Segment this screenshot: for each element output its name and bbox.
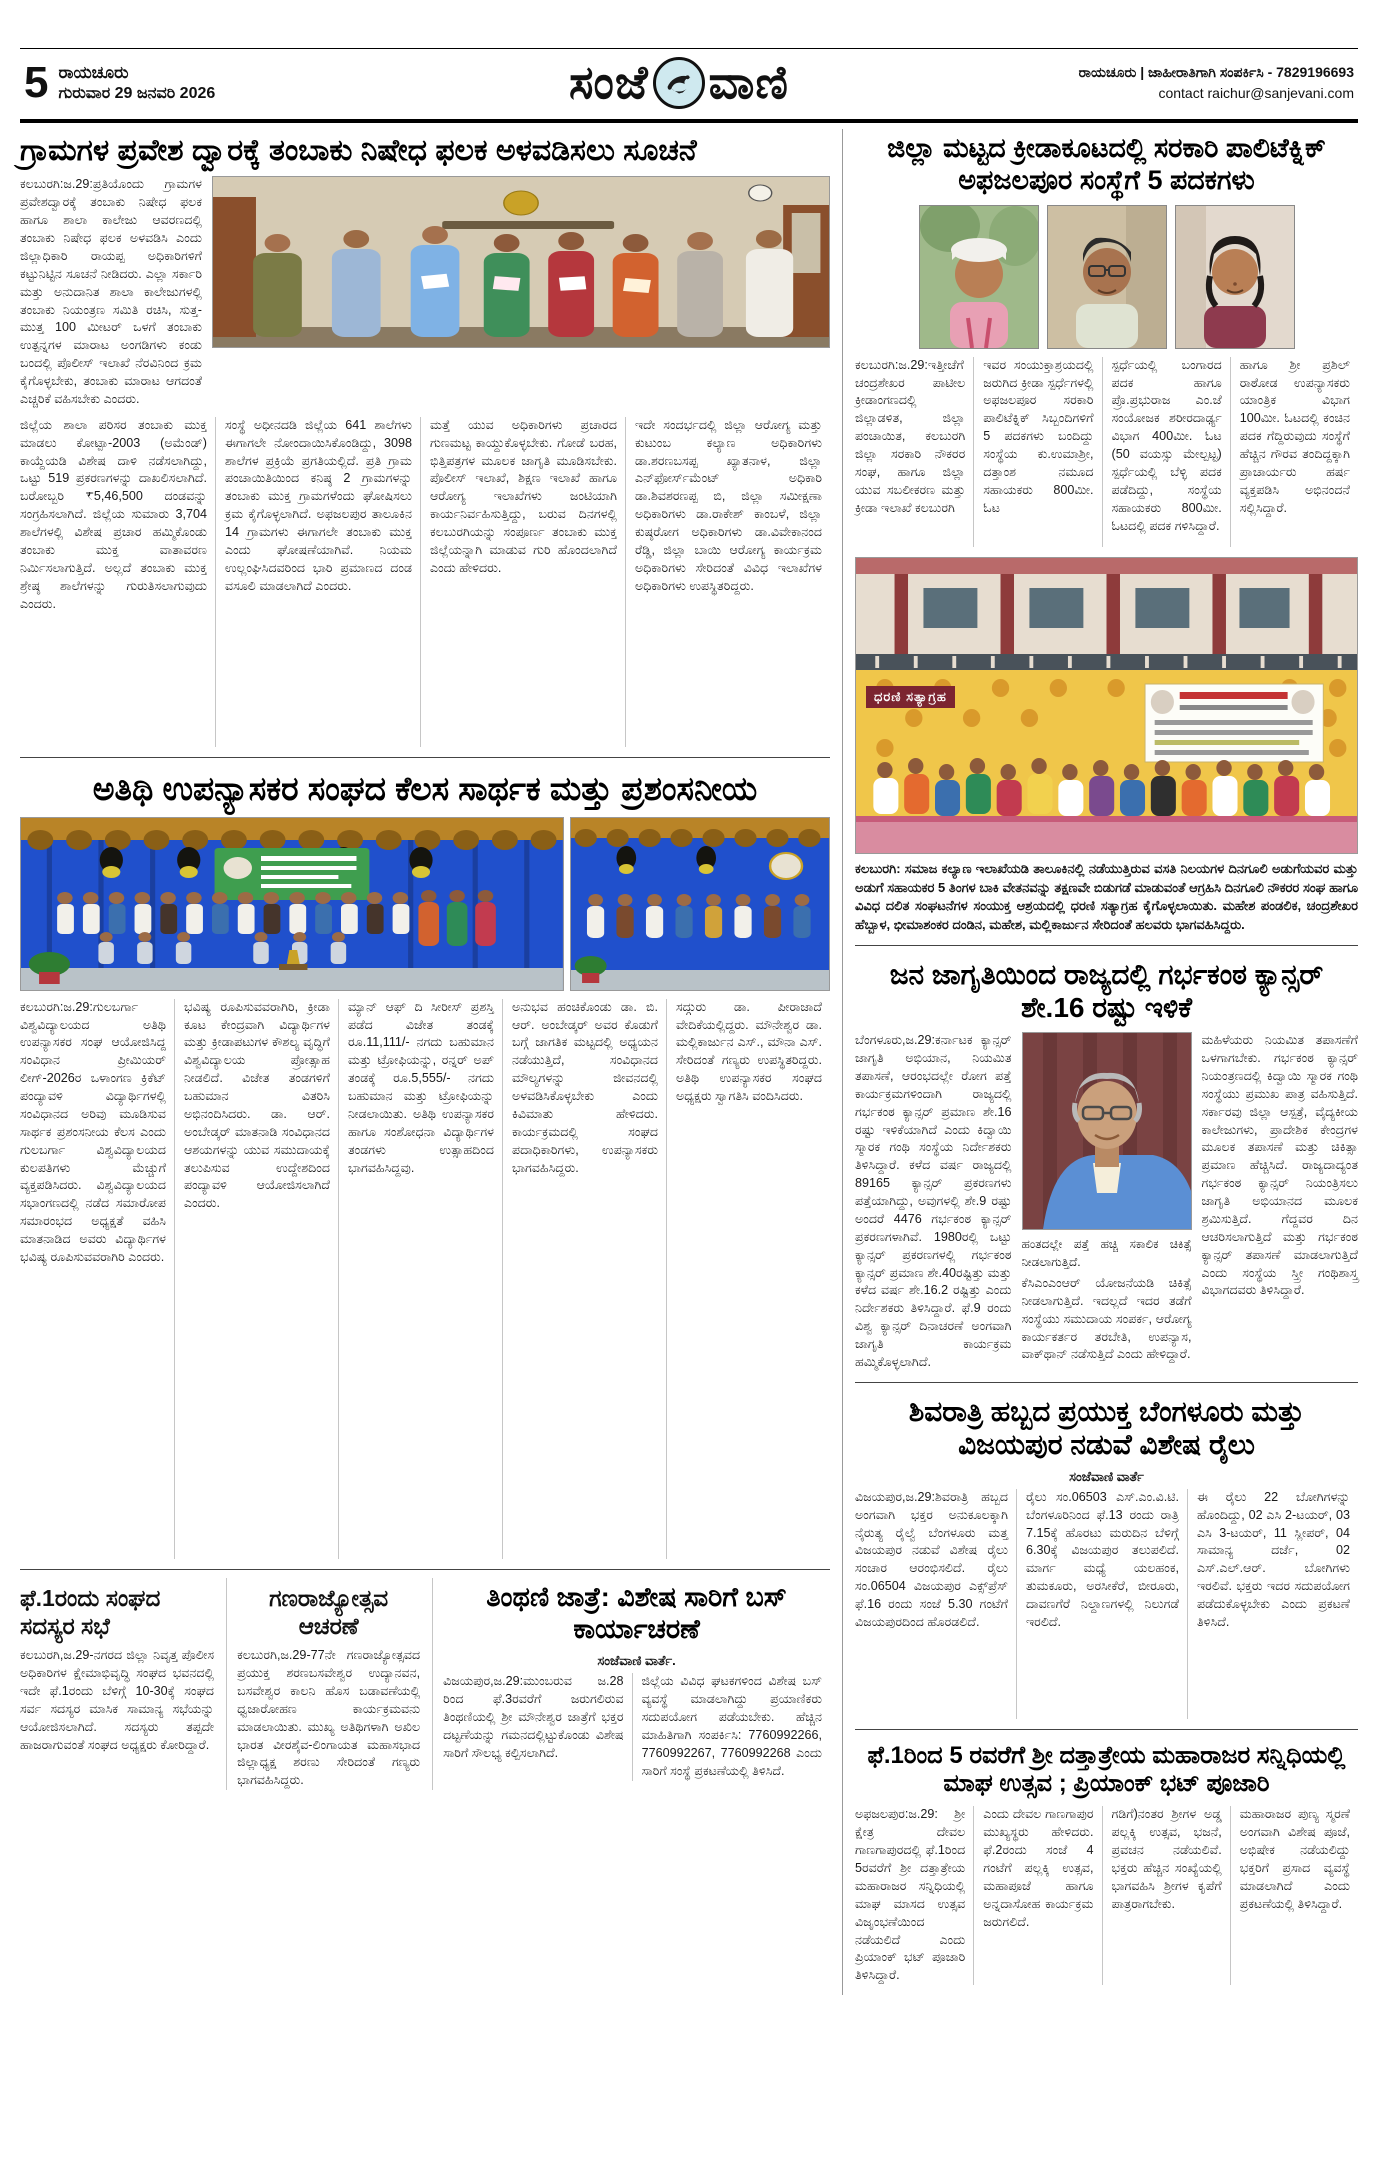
body-column: ಜಿಲ್ಲೆಯ ವಿವಿಧ ಘಟಕಗಳಿಂದ ವಿಶೇಷ ಬಸ್ ವ್ಯವಸ್ಥೆ ಮಾಡಲಾಗಿದ್ದು ಪ್ರಯಾಣಿಕರು ಸದುಪಯೋಗ ಪಡೆಯಬೇಕು. ಹೆಚ್ಚಿನ ಮಾಹಿತಿಗಾಗಿ ಸಂಪರ್ಕಿಸಿ: 7760992266, 7760992267, 7760992268 ಎಂದು ಸಾರಿಗೆ ಸಂಸ್ಥೆ ಪ್ರಕಟಣೆಯಲ್ಲಿ ತಿಳಿಸಿದೆ. bbox=[632, 1673, 830, 1780]
article-sports-medals bbox=[855, 133, 1358, 547]
director-portrait-photo bbox=[1022, 1032, 1192, 1230]
winner-portrait-woman bbox=[1175, 205, 1295, 349]
article-headline: ಜನ ಜಾಗೃತಿಯಿಂದ ರಾಜ್ಯದಲ್ಲಿ ಗರ್ಭಕಂಠ ಕ್ಯಾನ್ಸರ್ ಶೇ.16 ರಷ್ಟು ಇಳಿಕೆ bbox=[889, 959, 1324, 1024]
dharna-protest-photo bbox=[855, 557, 1358, 854]
stage-photo-svg bbox=[21, 818, 563, 990]
body-column: ಸ್ಪರ್ಧೆಯಲ್ಲಿ ಬಂಗಾರದ ಪದಕ ಹಾಗೂ ಪ್ರೊ.ಪ್ರಭುರಾಜ ಎಂ.ಜೆ ಸಂಯೋಜಕ ಶರೀರದಾರ್ಢ್ಯ ವಿಭಾಗ 400ಮೀ. ಓಟ (50 ವಯಸ್ಸು ಮೇಲ್ಪಟ್ಟ) ಸ್ಪರ್ಧೆಯಲ್ಲಿ ಬೆಳ್ಳಿ ಪದಕ ಪಡೆದಿದ್ದು, ಸಂಸ್ಥೆಯ ಸಹಾಯಕರು 800ಮೀ. ಓಟದಲ್ಲಿ ಪದಕ ಗಳಿಸಿದ್ದಾರೆ. bbox=[1102, 357, 1230, 547]
masthead-left-text: ಸಂಜೆ bbox=[569, 56, 649, 108]
body-column: ಭವಿಷ್ಯ ರೂಪಿಸುವವರಾಗಿರಿ, ಕ್ರೀಡಾ ಕೂಟ ಕೇಂದ್ರವಾಗಿ ವಿದ್ಯಾರ್ಥಿಗಳ ಮತ್ತು ಕ್ರೀಡಾಪಟುಗಳ ಕೌಶಲ್ಯ ವೃದ್ಧಿಗೆ ವಿಶ್ವವಿದ್ಯಾಲಯ ಪ್ರೋತ್ಸಾಹ ನೀಡಲಿದೆ. ವಿಜೇತ ತಂಡಗಳಿಗೆ ಬಹುಮಾನ ವಿತರಿಸಿ ಅಭಿನಂದಿಸಿದರು. ಡಾ. ಆರ್. ಅಂಬೇಡ್ಕರ್ ಮಾತನಾಡಿ ಸಂವಿಧಾನದ ಆಶಯಗಳನ್ನು ಯುವ ಸಮುದಾಯಕ್ಕೆ ತಲುಪಿಸುವ ಉದ್ದೇಶದಿಂದ ಪಂದ್ಯಾವಳಿ ಆಯೋಜಿಸಲಾಗಿದೆ ಎಂದರು. bbox=[174, 999, 338, 1559]
body-column: ಮಹಾರಾಜರ ಪುಣ್ಯ ಸ್ಮರಣೆ ಅಂಗವಾಗಿ ವಿಶೇಷ ಪೂಜೆ, ಅಭಿಷೇಕ ನಡೆಯಲಿದ್ದು ಭಕ್ತರಿಗೆ ಪ್ರಸಾದ ವ್ಯವಸ್ಥೆ ಮಾಡಲಾಗಿದೆ ಎಂದು ಪ್ರಕಟಣೆಯಲ್ಲಿ ತಿಳಿಸಿದ್ದಾರೆ. bbox=[1230, 1806, 1358, 1985]
body-column: ಅಫಜಲಪುರ:ಜ.29: ಶ್ರೀ ಕ್ಷೇತ್ರ ದೇವಲ ಗಾಣಗಾಪುರದಲ್ಲಿ ಫೆ.1ರಿಂದ 5ರವರೆಗೆ ಶ್ರೀ ದತ್ತಾತ್ರೇಯ ಮಹಾರಾಜರ ಸನ್ನಿಧಿಯಲ್ಲಿ ಮಾಘ ಮಾಸದ ಉತ್ಸವ ವಿಜೃಂಭಣೆಯಿಂದ ನಡೆಯಲಿದೆ ಎಂದು ಪ್ರಿಯಾಂಕ್ ಭಟ್ ಪೂಜಾರಿ ತಿಳಿಸಿದ್ದಾರೆ. bbox=[855, 1807, 966, 1983]
article-headline: ಜಿಲ್ಲಾ ಮಟ್ಟದ ಕ್ರೀಡಾಕೂಟದಲ್ಲಿ ಸರಕಾರಿ ಪಾಲಿಟೆಕ್ನಿಕ್ ಅಫಜಲಪೂರ ಸಂಸ್ಥೆಗೆ 5 ಪದಕಗಳು bbox=[887, 133, 1326, 195]
news-byline: ಸಂಜೆವಾಣಿ ವಾರ್ತೆ bbox=[1069, 1468, 1144, 1484]
winner-portrait-glasses bbox=[1047, 205, 1167, 349]
tobacco-photo-row bbox=[20, 176, 830, 408]
body-column: ಸದ್ಗುರು ಡಾ. ಪೀರಾಜಾದೆ ವೇದಿಕೆಯಲ್ಲಿದ್ದರು. ಮೌನೇಶ್ವರ ಡಾ. ಮಲ್ಲಿಕಾರ್ಜುನ ಎಸ್., ಮೌನಾ ಎಸ್. ಸೇರಿದಂತೆ ಗಣ್ಯರು ಉಪಸ್ಥಿತರಿದ್ದರು. ಅತಿಥಿ ಉಪನ್ಯಾಸಕರ ಸಂಘದ ಅಧ್ಯಕ್ಷರು ಸ್ವಾಗತಿಸಿ ವಂದಿಸಿದರು. bbox=[666, 999, 830, 1559]
body-column: ಕಲಬುರಗಿ:ಜ.29:ಗುಲಬರ್ಗಾ ವಿಶ್ವವಿದ್ಯಾಲಯದ ಅತಿಥಿ ಉಪನ್ಯಾಸಕರ ಸಂಘ ಆಯೋಜಿಸಿದ್ದ ಸಂವಿಧಾನ ಪ್ರೀಮಿಯರ್ ಲೀಗ್-2026ರ ಒಳಾಂಗಣ ಕ್ರಿಕೆಟ್ ಪಂದ್ಯಾವಳಿ ವಿದ್ಯಾರ್ಥಿಗಳಲ್ಲಿ ಸಂವಿಧಾನದ ಅರಿವು ಮೂಡಿಸುವ ಸಾರ್ಥಕ ಪ್ರಶಂಸನೀಯ ಕೆಲಸ ಎಂದು ಗುಲಬರ್ಗಾ ವಿಶ್ವವಿದ್ಯಾಲಯದ ಕುಲಪತಿಗಳು ಮೆಚ್ಚುಗೆ ವ್ಯಕ್ತಪಡಿಸಿದರು. ವಿಶ್ವವಿದ್ಯಾಲಯದ ಸಭಾಂಗಣದಲ್ಲಿ ನಡೆದ ಸಮಾರೋಪ ಸಮಾರಂಭದ ಅಧ್ಯಕ್ಷತೆ ವಹಿಸಿ ಮಾತನಾಡಿದ ಅವರು ವಿದ್ಯಾರ್ಥಿಗಳ ಭವಿಷ್ಯ ರೂಪಿಸುವವರಾಗಿರಿ ಎಂದರು. bbox=[20, 999, 166, 1264]
body-column: ಎಂದು ದೇವಲ ಗಾಣಗಾಪುರ ಮುಖ್ಯಸ್ಥರು ಹೇಳಿದರು. ಫೆ.2ರಂದು ಸಂಜೆ 4 ಗಂಟೆಗೆ ಪಲ್ಲಕ್ಕಿ ಉತ್ಸವ, ಮಹಾಪೂಜೆ ಹಾಗೂ ಅನ್ನದಾಸೋಹ ಕಾರ್ಯಕ್ರಮ ಜರುಗಲಿದೆ. bbox=[973, 1806, 1101, 1985]
dove-icon bbox=[653, 57, 705, 109]
article-guest-lecturers bbox=[20, 757, 830, 1559]
article-headline: ಶಿವರಾತ್ರಿ ಹಬ್ಬದ ಪ್ರಯುಕ್ತ ಬೆಂಗಳೂರು ಮತ್ತು ವಿಜಯಪುರ ನಡುವೆ ವಿಶೇಷ ರೈಲು bbox=[908, 1395, 1305, 1460]
article-headline: ಫೆ.1ರಿಂದ 5 ರವರೆಗೆ ಶ್ರೀ ದತ್ತಾತ್ರೇಯ ಮಹಾರಾಜರ ಸನ್ನಿಧಿಯಲ್ಲಿ ಮಾಘ ಉತ್ಸವ ; ಪ್ರಿಯಾಂಕ್ ಭಟ್ ಪೂಜಾರಿ bbox=[867, 1741, 1346, 1798]
datta-body-columns bbox=[855, 1806, 1358, 1985]
stage-group-photo-small bbox=[570, 817, 830, 991]
brief-body: ಕಲಬುರಗಿ,ಜ.29-77ನೇ ಗಣರಾಜ್ಯೋತ್ಸವದ ಪ್ರಯುಕ್ತ ಶರಣಬಸವೇಶ್ವರ ಉದ್ಯಾನವನ, ಬಸವೇಶ್ವರ ಕಾಲನಿ ಹೊಸ ಬಡಾವಣೆಯಲ್ಲಿ ಧ್ವಜಾರೋಹಣ ಕಾರ್ಯಕ್ರಮವನು ಮಾಡಲಾಯಿತು. ಮುಖ್ಯ ಅತಿಥಿಗಳಾಗಿ ಅಖಿಲ ಭಾರತ ವೀರಶೈವ-ಲಿಂಗಾಯತ ಮಹಾಸಭಾದ ಜಿಲ್ಲಾಧ್ಯಕ್ಷ ಶರಣು ಸೇರಿದಂತೆ ಗಣ್ಯರು ಭಾಗವಹಿಸಿದ್ದರು. bbox=[237, 1648, 421, 1788]
tobacco-body-columns bbox=[20, 417, 830, 747]
masthead bbox=[364, 55, 994, 111]
stage-photo-small-svg bbox=[571, 818, 829, 990]
body-column: ಗಡಿಗೆ)ನಂತರ ಶ್ರೀಗಳ ಅಡ್ಡ ಪಲ್ಲಕ್ಕಿ ಉತ್ಸವ, ಭಜನೆ, ಪ್ರವಚನ ನಡೆಯಲಿವೆ. ಭಕ್ತರು ಹೆಚ್ಚಿನ ಸಂಖ್ಯೆಯಲ್ಲಿ ಭಾಗವಹಿಸಿ ಶ್ರೀಗಳ ಕೃಪೆಗೆ ಪಾತ್ರರಾಗಬೇಕು. bbox=[1102, 1806, 1230, 1985]
body-column: ರೈಲು ಸಂ.06503 ಎಸ್.ಎಂ.ವಿ.ಟಿ. ಬೆಂಗಳೂರಿನಿಂದ ಫೆ.13 ರಂದು ರಾತ್ರಿ 7.15ಕ್ಕೆ ಹೊರಟು ಮರುದಿನ ಬೆಳಿಗ್ಗೆ 6.30ಕ್ಕೆ ವಿಜಯಪುರ ತಲುಪಲಿದೆ. ಮಾರ್ಗ ಮಧ್ಯೆ ಯಲಹಂಕ, ತುಮಕೂರು, ಅರಸೀಕೆರೆ, ಬೀರೂರು, ದಾವಣಗೆರೆ ನಿಲ್ದಾಣಗಳಲ್ಲಿ ನಿಲುಗಡೆ ಇರಲಿದೆ. bbox=[1016, 1489, 1187, 1719]
winner1-svg bbox=[920, 206, 1038, 348]
cancer-article-body bbox=[855, 1032, 1358, 1372]
article-headline: ಅತಿಥಿ ಉಪನ್ಯಾಸಕರ ಸಂಘದ ಕೆಲಸ ಸಾರ್ಥಕ ಮತ್ತು ಪ್ರಶಂಸನೀಯ bbox=[92, 769, 758, 807]
article-thinthani-buses bbox=[432, 1578, 830, 1791]
body-column: ವಿಜಯಪುರ,ಜ.29:ಶಿವರಾತ್ರಿ ಹಬ್ಬದ ಅಂಗವಾಗಿ ಭಕ್ತರ ಅನುಕೂಲಕ್ಕಾಗಿ ನೈರುತ್ಯ ರೈಲ್ವೆ ಬೆಂಗಳೂರು ಮತ್ತ ವಿಜಯಪುರ ನಡುವೆ ವಿಶೇಷ ರೈಲು ಸಂಚಾರ ಆರಂಭಿಸಲಿದೆ. ರೈಲು ಸಂ.06504 ವಿಜಯಪುರ ಎಕ್ಸ್‌ಪ್ರೆಸ್ ಫೆ.16 ರಂದು ಸಂಜೆ 5.30 ಗಂಟೆಗೆ ವಿಜಯಪುರದಿಂದ ಹೊರಡಲಿದೆ. bbox=[855, 1489, 1008, 1629]
dharna-photo-caption: ಕಲಬುರಗಿ: ಸಮಾಜ ಕಲ್ಯಾಣ ಇಲಾಖೆಯಡಿ ತಾಲೂಕಿನಲ್ಲಿ ನಡೆಯುತ್ತಿರುವ ವಸತಿ ನಿಲಯಗಳ ದಿನಗೂಲಿ ಅಡುಗೆಯವರ ಮತ್ತು ಅಡುಗೆ ಸಹಾಯಕರ 5 ತಿಂಗಳ ಬಾಕಿ ವೇತನವನ್ನು ತಕ್ಷಣವೇ ಬಿಡುಗಡೆ ಮಾಡುವಂತೆ ಆಗ್ರಹಿಸಿ ದಿನಗೂಲಿ ನೌಕರರ ಸಂಘ ಹಾಗೂ ವಿವಿಧ ದಲಿತ ಸಂಘಟನೆಗಳ ಸಂಯುಕ್ತ ಆಶ್ರಯದಲ್ಲಿ ಧರಣಿ ಸತ್ಯಾಗ್ರಹ ಕೈಗೊಳ್ಳಲಾಯಿತು. ಮಹೇಶ ಪಂಡಲಿಕ, ಚಂದ್ರಶೇಖರ ಹೆಬ್ಬಾಳ, ಭೀಮಾಶಂಕರ ದಂಡಿನ, ಮಹೇಶ, ಮಲ್ಲಿಕಾರ್ಜುನ ಸೇರಿದಂತೆ ಹಲವರು ಭಾಗವಹಿಸಿದ್ದರು. bbox=[855, 860, 1358, 933]
edition-location: ರಾಯಚೂರು bbox=[58, 63, 129, 82]
header-dateline bbox=[58, 63, 215, 103]
masthead-right-text: ವಾಣಿ bbox=[708, 56, 789, 108]
article-tobacco-ban bbox=[20, 133, 830, 747]
page-number: 5 bbox=[24, 58, 49, 107]
body-column: ಸಂಸ್ಥೆ ಅಧೀನದಡಿ ಜಿಲ್ಲೆಯ 641 ಶಾಲೆಗಳು ಈಗಾಗಲೇ ನೋಂದಾಯಿಸಿಕೊಂಡಿದ್ದು, 3098 ಶಾಲೆಗಳ ಪ್ರಕ್ರಿಯೆ ಪ್ರಗತಿಯಲ್ಲಿದೆ. ಪ್ರತಿ ಗ್ರಾಮ ಪಂಚಾಯಿತಿಯಿಂದ ಕನಿಷ್ಠ 2 ಗ್ರಾಮಗಳನ್ನು ತಂಬಾಕು ಮುಕ್ತ ಗ್ರಾಮಗಳೆಂದು ಘೋಷಿಸಲು ಕ್ರಮ ಕೈಗೊಳ್ಳಲಾಗಿದೆ. ಅಫಜಲಪುರ ತಾಲೂಕಿನ 14 ಗ್ರಾಮಗಳು ಈಗಾಗಲೇ ತಂಬಾಕು ಮುಕ್ತ ಎಂದು ಘೋಷಣೆಯಾಗಿವೆ. ನಿಯಮ ಉಲ್ಲಂಘಿಸಿದವರಿಂದ ಭಾರಿ ಪ್ರಮಾಣದ ದಂಡ ವಸೂಲಿ ಮಾಡಲಾಗಿದೆ ಎಂದರು. bbox=[215, 417, 420, 747]
body-column: ಇದೇ ಸಂದರ್ಭದಲ್ಲಿ ಜಿಲ್ಲಾ ಆರೋಗ್ಯ ಮತ್ತು ಕುಟುಂಬ ಕಲ್ಯಾಣ ಅಧಿಕಾರಿಗಳು ಡಾ.ಶರಣಬಸಪ್ಪ ಖ್ಯಾತನಾಳ, ಜಿಲ್ಲಾ ಎನ್‌ಫೋರ್ಸ್‌ಮೆಂಟ್ ಅಧಿಕಾರಿ ಡಾ.ಶಿವಶರಣಪ್ಪ ಬಿ, ಜಿಲ್ಲಾ ಸಮೀಕ್ಷಣಾ ಅಧಿಕಾರಿಗಳು ಡಾ.ರಾಕೇಶ್ ಕಾಂಬಳೆ, ಜಿಲ್ಲಾ ಕುಷ್ಠರೋಗ ಅಧಿಕಾರಿಗಳು ಡಾ.ವಿವೇಕಾನಂದ ರೆಡ್ಡಿ, ಜಿಲ್ಲಾ ಬಾಯಿ ಆರೋಗ್ಯ ಕಾರ್ಯಕ್ರಮ ಅಧಿಕಾರಿಗಳು ಸೇರಿದಂತೆ ವಿವಿಧ ಇಲಾಖೆಗಳ ಅಧಿಕಾರಿಗಳು ಉಪಸ್ಥಿತರಿದ್ದರು. bbox=[625, 417, 830, 747]
dove-icon-svg bbox=[660, 64, 698, 102]
body-column: ಕಲಬುರಗಿ:ಜ.29:ಇತ್ತೀಚೆಗೆ ಚಂದ್ರಶೇಖರ ಪಾಟೀಲ ಕ್ರೀಡಾಂಗಣದಲ್ಲಿ ಜಿಲ್ಲಾಡಳಿತ, ಜಿಲ್ಲಾ ಪಂಚಾಯಿತ, ಕಲಬುರಗಿ ಜಿಲ್ಲಾ ಸರಕಾರಿ ನೌಕರರ ಸಂಘ, ಹಾಗೂ ಜಿಲ್ಲಾ ಯುವ ಸಬಲೀಕರಣ ಮತ್ತು ಕ್ರೀಡಾ ಇಲಾಖೆ ಕಲಬುರಗಿ bbox=[855, 357, 966, 515]
page-content bbox=[0, 129, 1378, 1995]
body-column: ಮತ್ತೆ ಯುವ ಅಧಿಕಾರಿಗಳು ಪ್ರಚಾರದ ಗುಣಮಟ್ಟ ಕಾಯ್ದುಕೊಳ್ಳಬೇಕು. ಗೋಡೆ ಬರಹ, ಭಿತ್ತಿಪತ್ರಗಳ ಮೂಲಕ ಜಾಗೃತಿ ಮೂಡಿಸಬೇಕು. ಪೊಲೀಸ್ ಇಲಾಖೆ, ಶಿಕ್ಷಣ ಇಲಾಖೆ ಹಾಗೂ ಆರೋಗ್ಯ ಇಲಾಖೆಗಳು ಜಂಟಿಯಾಗಿ ಕಾರ್ಯನಿರ್ವಹಿಸುತ್ತಿದ್ದು, ಬರುವ ದಿನಗಳಲ್ಲಿ ಕಲಬುರಗಿಯನ್ನು ಸಂಪೂರ್ಣ ತಂಬಾಕು ಮುಕ್ತ ಜಿಲ್ಲೆಯನ್ನಾಗಿ ಮಾಡುವ ಗುರಿ ಹೊಂದಲಾಗಿದೆ ಎಂದು ಹೇಳಿದರು. bbox=[420, 417, 625, 747]
brief-headline: ಫೆ.1ರಂದು ಸಂಘದ ಸದಸ್ಯರ ಸಭೆ bbox=[20, 1584, 161, 1640]
cancer-right-column: ಮಹಿಳೆಯರು ನಿಯಮಿತ ತಪಾಸಣೆಗೆ ಒಳಗಾಗಬೇಕು. ಗರ್ಭಕಂಠ ಕ್ಯಾನ್ಸರ್ ನಿಯಂತ್ರಣದಲ್ಲಿ ಕಿದ್ವಾಯಿ ಸ್ಮಾರಕ ಗಂಥಿ ಸಂಸ್ಥೆಯು ಪ್ರಮುಖ ಪಾತ್ರ ವಹಿಸುತ್ತಿದೆ. ಸರ್ಕಾರವು ಜಿಲ್ಲಾ ಆಸ್ಪತ್ರೆ, ವೈದ್ಯಕೀಯ ಕಾಲೇಜುಗಳು, ಪ್ರಾದೇಶಿಕ ಕೇಂದ್ರಗಳ ಮೂಲಕ ತಪಾಸಣೆ ಮತ್ತು ಚಿಕಿತ್ಸಾ ಪ್ರಮಾಣ ಹೆಚ್ಚಿಸಿದೆ. ರಾಜ್ಯದಾದ್ಯಂತ ಗರ್ಭಕಂಠ ಕ್ಯಾನ್ಸರ್ ನಿಯಂತ್ರಿಸಲು ಜಾಗೃತಿ ಅಭಿಯಾನದ ಮೂಲಕ ಶ್ರಮಿಸುತ್ತಿದೆ. ಗೆದ್ದವರ ದಿನ ಆಚರಿಸಲಾಗುತ್ತಿದೆ ಮತ್ತು ಗರ್ಭಕಂಠ ಕ್ಯಾನ್ಸರ್ ತಪಾಸಣೆ ಮಾಡಲಾಗುತ್ತಿದೆ ಎಂದು ಸಂಸ್ಥೆಯ ಸ್ತ್ರೀ ಗಂಥಿಶಾಸ್ತ್ರ ವಿಭಾಗದವರು ತಿಳಿಸಿದ್ದಾರೆ. bbox=[1201, 1033, 1358, 1298]
briefs-row bbox=[20, 1569, 830, 1791]
winner3-svg bbox=[1176, 206, 1294, 348]
body-column: ವಿಜಯಪುರ,ಜ.29:ಮುಂಬರುವ ಜ.28 ರಿಂದ ಫೆ.3ರವರೆಗೆ ಜರುಗಲಿರುವ ತಿಂಥಣಿಯಲ್ಲಿ ಶ್ರೀ ಮೌನೇಶ್ವರ ಜಾತ್ರೆಗೆ ಭಕ್ತರ ದಟ್ಟಣೆಯನ್ನು ಗಮನದಲ್ಲಿಟ್ಟುಕೊಂಡು ವಿಶೇಷ ಸಾರಿಗೆ ಸೌಲಭ್ಯ ಕಲ್ಪಿಸಲಾಗಿದೆ. bbox=[443, 1674, 624, 1760]
right-region bbox=[842, 129, 1358, 1995]
train-body-columns bbox=[855, 1489, 1358, 1719]
officials-group-photo bbox=[212, 176, 830, 348]
brief-republic-day bbox=[226, 1578, 420, 1791]
brief-members-meeting bbox=[20, 1578, 214, 1791]
body-column: ಇವರ ಸಂಯುಕ್ತಾಶ್ರಯದಲ್ಲಿ ಜರುಗಿದ ಕ್ರೀಡಾ ಸ್ಪರ್ಧೆಗಳಲ್ಲಿ ಅಫಜಲಪೂರ ಸರಕಾರಿ ಪಾಲಿಟೆಕ್ನಿಕ್ ಸಿಬ್ಬಂದಿಗಳಿಗೆ 5 ಪದಕಗಳು ಬಂದಿದ್ದು ಸಂಸ್ಥೆಯ ಕು.ಉಮಾಶ್ರೀ, ದತ್ತಾಂಶ ನಮೂದ ಸಹಾಯಕರು 800ಮೀ. ಓಟ bbox=[973, 357, 1101, 547]
page-header bbox=[20, 48, 1358, 123]
stage-group-photo-large bbox=[20, 817, 564, 991]
brief-body: ಕಲಬುರಗಿ,ಜ.29-ನಗರದ ಜಿಲ್ಲಾ ನಿವೃತ್ತ ಪೊಲೀಸ ಅಧಿಕಾರಿಗಳ ಕ್ಷೇಮಾಭಿವೃದ್ಧಿ ಸಂಘದ ಭವನದಲ್ಲಿ ಇದೇ ಫೆ.1ರಂದು ಬೆಳಿಗ್ಗೆ 10-30ಕ್ಕೆ ಸಂಘದ ಸರ್ವ ಸದಸ್ಯರ ಮಾಸಿಕ ಸಾಮಾನ್ಯ ಸಭೆಯನ್ನು ಆಯೋಜಿಸಲಾಗಿದೆ. ಸದಸ್ಯರು ತಪ್ಪದೇ ಹಾಜರಾಗುವಂತೆ ಸಂಘದ ಅಧ್ಯಕ್ಷರು ಕೋರಿದ್ದಾರೆ. bbox=[20, 1648, 215, 1752]
sports-body-columns bbox=[855, 357, 1358, 547]
edition-date: ಗುರುವಾರ 29 ಜನವರಿ 2026 bbox=[58, 85, 216, 102]
article-intro-column: ಕಲಬುರಗಿ:ಜ.29:ಪ್ರತಿಯೊಂದು ಗ್ರಾಮಗಳ ಪ್ರವೇಶದ್ವಾರಕ್ಕೆ ತಂಬಾಕು ನಿಷೇಧ ಫಲಕ ಹಾಗೂ ಶಾಲಾ ಕಾಲೇಜು ಆವರಣದಲ್ಲಿ ತಂಬಾಕು ನಿಷೇಧ ಫಲಕ ಅಳವಡಿಸಿ ಎಂದು ಜಿಲ್ಲಾಧಿಕಾರಿ ರಾಯಪ್ಪ ಅಧಿಕಾರಿಗಳಿಗೆ ಕಟ್ಟುನಿಟ್ಟಿನ ಸೂಚನೆ ನೀಡಿದರು. ಎಲ್ಲಾ ಸರ್ಕಾರಿ ಮತ್ತು ಅನುದಾನಿತ ಶಾಲಾ ಕಾಲೇಜುಗಳಲ್ಲಿ ತಂಬಾಕು ನಿಯಂತ್ರಣ ಸಮಿತಿ ರಚಿಸಿ, ಸುತ್ತ-ಮುತ್ತ 100 ಮೀಟರ್ ಒಳಗೆ ತಂಬಾಕು ಉತ್ಪನ್ನಗಳ ಮಾರಾಟ ಅಂಗಡಿಗಳು ಕಂಡು ಬಂದಲ್ಲಿ ಪೊಲೀಸ್ ಇಲಾಖೆ ನೆರವಿನಿಂದ ಕ್ರಮ ಕೈಗೊಳ್ಳಬೇಕು, ತಂಬಾಕು ಮಾರಾಟ ಆಗದಂತೆ ಎಚ್ಚರಿಕೆ ವಹಿಸಬೇಕು ಎಂದರು. bbox=[20, 177, 202, 406]
thinthani-body-columns bbox=[443, 1673, 830, 1780]
portrait-caption: ಹಂತದಲ್ಲೇ ಪತ್ತೆ ಹಚ್ಚಿ ಸಕಾಲಿಕ ಚಿಕಿತ್ಸೆ ನೀಡಲಾಗುತ್ತಿದೆ. bbox=[1021, 1237, 1192, 1269]
article-datta-utsav bbox=[855, 1729, 1358, 1985]
winner-portrait-cap bbox=[919, 205, 1039, 349]
news-byline: ಸಂಜೆವಾಣಿ ವಾರ್ತೆ. bbox=[597, 1653, 676, 1669]
article-cervical-cancer bbox=[855, 945, 1358, 1372]
body-column: ಜಿಲ್ಲೆಯ ಶಾಲಾ ಪರಿಸರ ತಂಬಾಕು ಮುಕ್ತ ಮಾಡಲು ಕೋಟ್ಪಾ-2003 (ಅಮೆಂಡ್) ಕಾಯ್ದೆಯಡಿ ವಿಶೇಷ ದಾಳಿ ನಡೆಸಲಾಗಿದ್ದು, ಒಟ್ಟು 519 ಪ್ರಕರಣಗಳನ್ನು ದಾಖಲಿಸಲಾಗಿದೆ. ಬರೋಬ್ಬರಿ ₹5,46,500 ದಂಡವನ್ನು ಸಂಗ್ರಹಿಸಲಾಗಿದೆ. ಜಿಲ್ಲೆಯ ಸುಮಾರು 3,704 ಶಾಲೆಗಳಲ್ಲಿ ವಿಶೇಷ ಪ್ರಚಾರ ಹಮ್ಮಿಕೊಂಡು ತಂಬಾಕು ಮುಕ್ತ ವಾತಾವರಣ ನಿರ್ಮಿಸಲಾಗುತ್ತಿದೆ. ಅಲ್ಲದೆ ತಂಬಾಕು ಮುಕ್ತ ಶ್ರೇಷ್ಠ ಶಾಲೆಗಳನ್ನು ಗುರುತಿಸಲಾಗುವುದು ಎಂದರು. bbox=[20, 417, 207, 611]
article-headline: ತಿಂಥಣಿ ಜಾತ್ರೆ: ವಿಶೇಷ ಸಾರಿಗೆ ಬಸ್ ಕಾರ್ಯಾಚರಣೆ bbox=[486, 1581, 787, 1644]
stage-photo-strip bbox=[20, 817, 830, 991]
protest-banner-text: ಧರಣಿ ಸತ್ಯಾಗ್ರಹ bbox=[866, 686, 955, 708]
winner2-svg bbox=[1048, 206, 1166, 348]
dharna-photo-story bbox=[855, 557, 1358, 935]
article-headline: ಗ್ರಾಮಗಳ ಪ್ರವೇಶ ದ್ವಾರಕ್ಕೆ ತಂಬಾಕು ನಿಷೇಧ ಫಲಕ ಅಳವಡಿಸಲು ಸೂಚನೆ bbox=[20, 134, 697, 167]
director-portrait-svg bbox=[1023, 1033, 1191, 1229]
advert-contact-line: ರಾಯಚೂರು | ಜಾಹೀರಾತಿಗಾಗಿ ಸಂಪರ್ಕಿಸಿ - 7829196693 bbox=[1078, 64, 1354, 80]
guest-body-columns bbox=[20, 999, 830, 1559]
body-column: ಅನುಭವ ಹಂಚಿಕೊಂಡು ಡಾ. ಬಿ. ಆರ್. ಅಂಬೇಡ್ಕರ್ ಅವರ ಕೊಡುಗೆ ಬಗ್ಗೆ ಜಾಗತಿಕ ಮಟ್ಟದಲ್ಲಿ ಅಧ್ಯಯನ ನಡೆಯುತ್ತಿದೆ, ಸಂವಿಧಾನದ ಮೌಲ್ಯಗಳನ್ನು ಜೀವನದಲ್ಲಿ ಅಳವಡಿಸಿಕೊಳ್ಳಬೇಕು ಎಂದು ಕಿವಿಮಾತು ಹೇಳಿದರು. ಕಾರ್ಯಕ್ರಮದಲ್ಲಿ ಸಂಘದ ಪದಾಧಿಕಾರಿಗಳು, ಉಪನ್ಯಾಸಕರು ಭಾಗವಹಿಸಿದ್ದರು. bbox=[502, 999, 666, 1559]
header-contact bbox=[994, 62, 1354, 104]
officials-group-photo-svg bbox=[213, 177, 829, 347]
article-special-train bbox=[855, 1382, 1358, 1719]
cancer-left-column: ಬೆಂಗಳೂರು,ಜ.29:ಕರ್ನಾಟಕ ಕ್ಯಾನ್ಸರ್ ಜಾಗೃತಿ ಅಭಿಯಾನ, ನಿಯಮಿತ ತಪಾಸಣೆ, ಆರಂಭದಲ್ಲೇ ರೋಗ ಪತ್ತೆ ಕಾರ್ಯಕ್ರಮಗಳಿಂದಾಗಿ ರಾಜ್ಯದಲ್ಲಿ ಗರ್ಭಕಂಠ ಕ್ಯಾನ್ಸರ್ ಪ್ರಮಾಣ ಶೇ.16 ರಷ್ಟು ಇಳಿಕೆಯಾಗಿದೆ ಎಂದು ಕಿದ್ವಾಯಿ ಸ್ಮಾರಕ ಗಂಥಿ ಸಂಸ್ಥೆಯ ನಿರ್ದೇಶಕರು ತಿಳಿಸಿದ್ದಾರೆ. ಕಳೆದ ವರ್ಷ ರಾಜ್ಯದಲ್ಲಿ 89165 ಕ್ಯಾನ್ಸರ್ ಪ್ರಕರಣಗಳು ಪತ್ತೆಯಾಗಿದ್ದು, ಅವುಗಳಲ್ಲಿ ಶೇ.9 ರಷ್ಟು ಅಂದರೆ 4476 ಗರ್ಭಕಂಠ ಕ್ಯಾನ್ಸರ್ ಪ್ರಕರಣಗಳಾಗಿವೆ. 1980ರಲ್ಲಿ ಒಟ್ಟು ಕ್ಯಾನ್ಸರ್ ಪ್ರಕರಣಗಳಲ್ಲಿ ಗರ್ಭಕಂಠ ಕ್ಯಾನ್ಸರ್ ಪ್ರಮಾಣ ಶೇ.40ರಷ್ಟಿತ್ತು ಮತ್ತು ಕಳೆದ ವರ್ಷ ಶೇ.16.2 ರಷ್ಟಿತ್ತು ಎಂದು ನಿರ್ದೇಶಕರು ತಿಳಿಸಿದ್ದಾರೆ. ಫೆ.9 ರಂದು ವಿಶ್ವ ಕ್ಯಾನ್ಸರ್ ದಿನಾಚರಣೆ ಅಂಗವಾಗಿ ಜಾಗೃತಿ ಕಾರ್ಯಕ್ರಮ ಹಮ್ಮಿಕೊಳ್ಳಲಾಗಿದೆ. bbox=[855, 1033, 1012, 1369]
cancer-middle-column bbox=[1022, 1032, 1192, 1372]
body-column: ಈ ರೈಲು 22 ಬೋಗಿಗಳನ್ನು ಹೊಂದಿದ್ದು, 02 ಎಸಿ 2-ಟಯರ್, 03 ಎಸಿ 3-ಟಯರ್, 11 ಸ್ಲೀಪರ್, 04 ಸಾಮಾನ್ಯ ದರ್ಜೆ, 02 ಎಸ್.ಎಲ್.ಆರ್. ಬೋಗಿಗಳು ಇರಲಿವೆ. ಭಕ್ತರು ಇದರ ಸದುಪಯೋಗ ಪಡೆದುಕೊಳ್ಳಬೇಕು ಎಂದು ಪ್ರಕಟಣೆ ತಿಳಿಸಿದೆ. bbox=[1187, 1489, 1358, 1719]
email-contact-line: contact raichur@sanjevani.com bbox=[1158, 85, 1354, 101]
header-left bbox=[24, 58, 364, 107]
brief-headline: ಗಣರಾಜ್ಯೋತ್ಸವ ಆಚರಣೆ bbox=[269, 1584, 389, 1640]
medal-winner-portraits bbox=[855, 205, 1358, 349]
left-region bbox=[20, 129, 842, 1995]
body-column: ಹಾಗೂ ಶ್ರೀ ಪ್ರಶಿಲ್ ರಾಠೋಡ ಉಪನ್ಯಾಸಕರು ಯಾಂತ್ರಿಕ ವಿಭಾಗ 100ಮೀ. ಓಟದಲ್ಲಿ ಕಂಚಿನ ಪದಕ ಗೆದ್ದಿರುವುದು ಸಂಸ್ಥೆಗೆ ಹೆಚ್ಚಿನ ಗೌರವ ತಂದಿದ್ದಕ್ಕಾಗಿ ಪ್ರಾಚಾರ್ಯರು ಹರ್ಷ ವ್ಯಕ್ತಪಡಿಸಿ ಅಭಿನಂದನೆ ಸಲ್ಲಿಸಿದ್ದಾರೆ. bbox=[1230, 357, 1358, 547]
cancer-mid-extra-text: ಕೆಸಿಎಂಎಂಆರ್ ಯೋಜನೆಯಡಿ ಚಿಕಿತ್ಸೆ ನೀಡಲಾಗುತ್ತಿದೆ. ಇದಲ್ಲದೆ ಇದರ ತಡೆಗೆ ಸಂಸ್ಥೆಯು ಸಮುದಾಯ ಸಂಪರ್ಕ, ಆರೋಗ್ಯ ಕಾರ್ಯಕರ್ತರ ತರಬೇತಿ, ಉಪನ್ಯಾಸ, ವಾಕ್‌ಥಾನ್ ನಡೆಸುತ್ತಿದೆ ಎಂದು ಹೇಳಿದ್ದಾರೆ. bbox=[1021, 1275, 1192, 1362]
body-column: ಮ್ಯಾನ್ ಆಫ್ ದಿ ಸೀರೀಸ್ ಪ್ರಶಸ್ತಿ ಪಡೆದ ವಿಜೇತ ತಂಡಕ್ಕೆ ರೂ.11,111/- ನಗದು ಬಹುಮಾನ ಮತ್ತು ಟ್ರೋಫಿಯನ್ನು, ರನ್ನರ್ ಅಪ್ ತಂಡಕ್ಕೆ ರೂ.5,555/- ನಗದು ಬಹುಮಾನ ಮತ್ತು ಟ್ರೋಫಿಯನ್ನು ನೀಡಲಾಯಿತು. ಅತಿಥಿ ಉಪನ್ಯಾಸಕರ ಹಾಗೂ ಸಂಶೋಧನಾ ವಿದ್ಯಾರ್ಥಿಗಳ ತಂಡಗಳು ಉತ್ಸಾಹದಿಂದ ಭಾಗವಹಿಸಿದ್ದವು. bbox=[338, 999, 502, 1559]
